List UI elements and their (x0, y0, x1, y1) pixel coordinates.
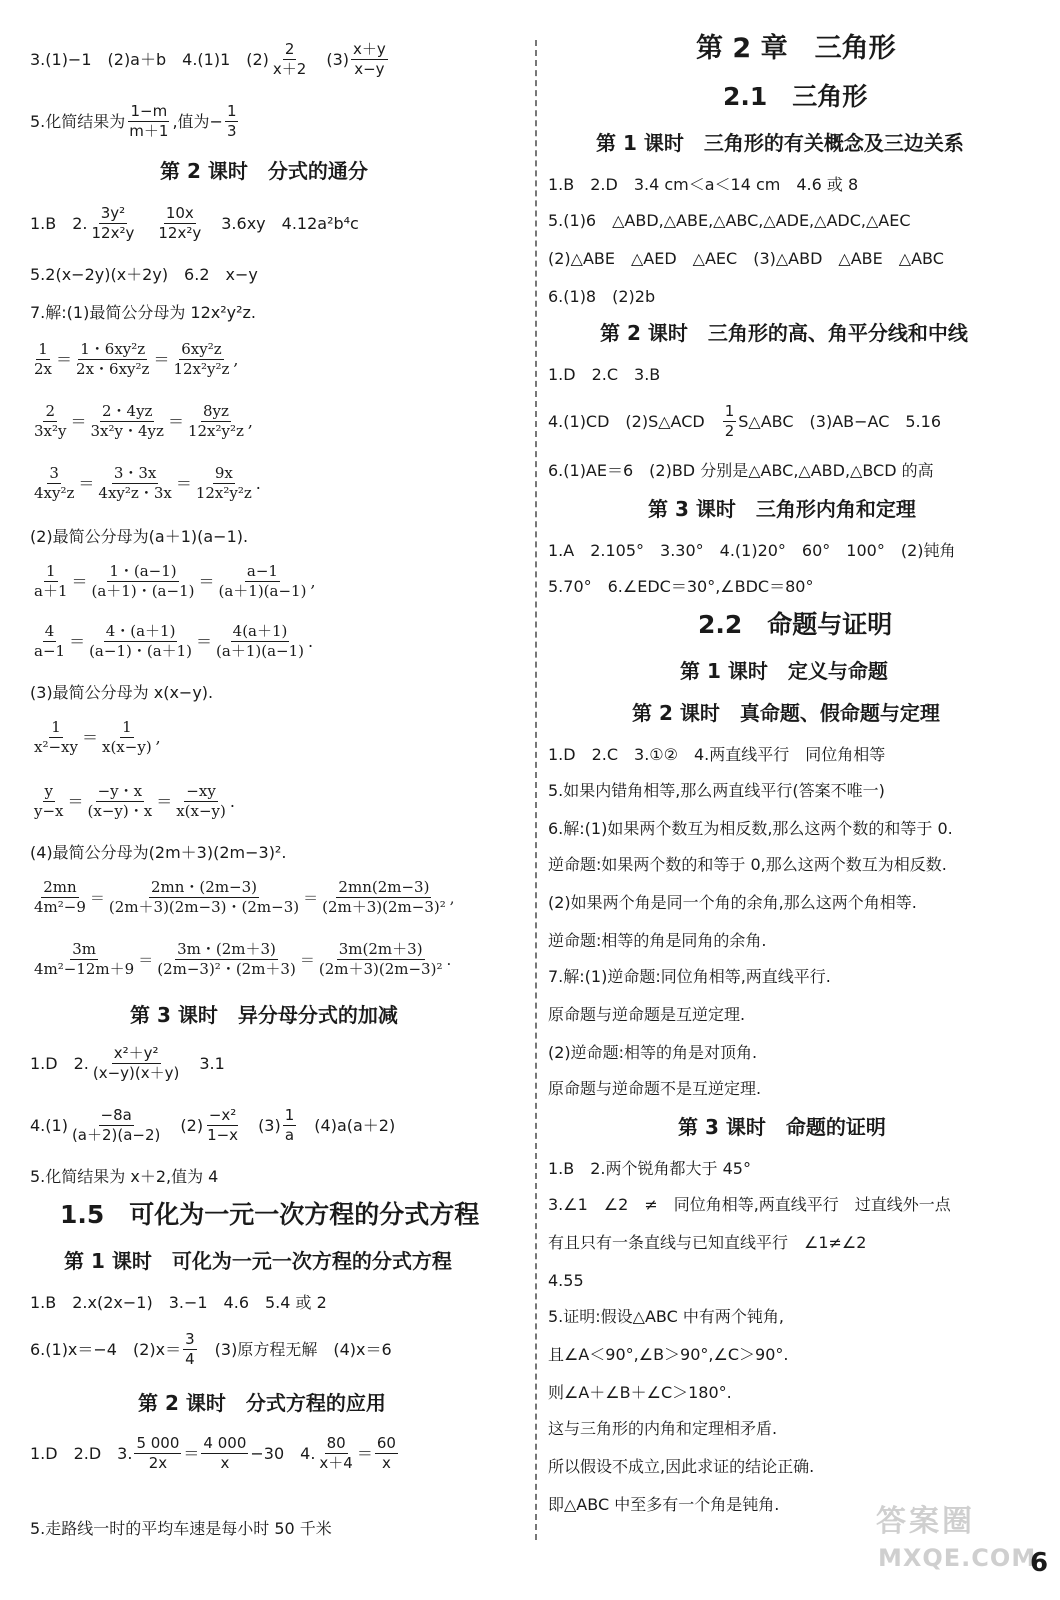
answer-line: 5.如果内错角相等,那么两直线平行(答案不唯一) (548, 781, 885, 800)
fraction: $\frac{2}{x+2}$ (272, 40, 307, 78)
solution-line: (2)如果两个角是同一个角的余角,那么这两个角相等. (548, 893, 917, 912)
answer-line: 5.化简结果为 x＋2,值为 4 (30, 1167, 219, 1186)
answer-line: (2)△ABE △AED △AEC (3)△ABD △ABE △ABC (548, 249, 944, 268)
fraction: $\frac{\text{3y²}}{\text{12x²y}}$ (91, 204, 135, 242)
answer-line: 1.D 2.C 3.①② 4.两直线平行 同位角相等 (548, 745, 886, 764)
lesson-heading: 第 2 课时 分式的通分 (160, 159, 368, 183)
answer-line: 5.化简结果为 $\frac{1-m}{m+1}$ ,值为− $\frac{1}{3}$ (30, 102, 237, 140)
equation: $\frac{1}{a+1}$ ＝ $\frac{1・(a-1)}{(a+1)・(a-1)}$ ＝ $\frac{a-1}{(a+1)(a-1)}$ , (34, 562, 316, 600)
solution-line: (2)逆命题:相等的角是对顶角. (548, 1043, 758, 1062)
answer-line: 3.(1)−1 (2)a＋b 4.(1)1 (2) $\frac{2}{x+2}$ (3) $\frac{x+y}{x-y}$ (30, 40, 386, 78)
equation: $\frac{y}{y-x}$ ＝ $\frac{-y・x}{(x-y)・x}$ ＝ $\frac{-xy}{x(x-y)}$ . (34, 782, 235, 820)
proof-line: 则∠A＋∠B＋∠C＞180°. (548, 1383, 732, 1402)
answer-line: 1.B 2. $\frac{\text{3y²}}{\text{12x²y}}$ $\frac{10x}{\text{12x²y}}$ 3.6xy 4.12a²b⁴c (30, 204, 359, 242)
solution-line: (4)最简公分母为(2m＋3)(2m−3)². (30, 843, 287, 862)
watermark-logo (876, 1496, 1037, 1586)
solution-line: (3)最简公分母为 x(x−y). (30, 683, 214, 702)
answer-line: 5.2(x−2y)(x＋2y) 6.2 x−y (30, 265, 258, 284)
lesson-heading: 第 3 课时 命题的证明 (678, 1115, 886, 1139)
answer-line: 有且只有一条直线与已知直线平行 ∠1≠∠2 (548, 1233, 867, 1252)
section-heading: 1.5 可化为一元一次方程的分式方程 (60, 1200, 480, 1229)
watermark-url: MXQE.COM (878, 1544, 1037, 1572)
section-heading: 2.2 命题与证明 (698, 610, 893, 639)
lesson-heading: 第 2 课时 三角形的高、角平分线和中线 (600, 321, 968, 345)
proof-line: 所以假设不成立,因此求证的结论正确. (548, 1457, 815, 1476)
answer-line: 1.A 2.105° 3.30° 4.(1)20° 60° 100° (2)钝角 (548, 541, 956, 560)
answer-line: 6.(1)AE＝6 (2)BD 分别是△ABC,△ABD,△BCD 的高 (548, 461, 934, 480)
fraction: $\frac{1-m}{m+1}$ (129, 102, 169, 140)
answer-line: 6.(1)8 (2)2b (548, 287, 656, 306)
answer-line: 4.(1) $\frac{-8a}{(a+2)(a-2)}$ (2) $\frac{\text{−x²}}{1-x}$ (3) $\frac{1}{a}$ (4)a(a＋2) (30, 1106, 396, 1144)
lesson-heading: 第 2 课时 分式方程的应用 (138, 1391, 386, 1415)
solution-line: 6.解:(1)如果两个数互为相反数,那么这两个数的和等于 0. (548, 819, 953, 838)
answer-line: 1.D 2. $\frac{\text{x²＋y²}}{(x-y)(x+y)}$ 3.1 (30, 1044, 225, 1082)
answer-line: 4.55 (548, 1271, 584, 1290)
proof-line: 且∠A＜90°,∠B＞90°,∠C＞90°. (548, 1345, 789, 1364)
proof-line: 5.证明:假设△ABC 中有两个钝角, (548, 1307, 784, 1326)
lesson-heading: 第 2 课时 真命题、假命题与定理 (632, 701, 940, 725)
solution-line: 原命题与逆命题不是互逆定理. (548, 1079, 762, 1098)
lesson-heading: 第 1 课时 三角形的有关概念及三边关系 (596, 131, 964, 155)
answer-line: 6.(1)x＝−4 (2)x＝ $\frac{3}{4}$ (3)原方程无解 (4)x＝6 (30, 1330, 392, 1368)
fraction: $\frac{10x}{\text{12x²y}}$ (158, 204, 202, 242)
answer-line: 5.走路线一时的平均车速是每小时 50 千米 (30, 1519, 332, 1538)
answer-line: 1.B 2.D 3.4 cm＜a＜14 cm 4.6 或 8 (548, 175, 859, 194)
solution-line: 逆命题:如果两个数的和等于 0,那么这两个数互为相反数. (548, 855, 947, 874)
chapter-title: 第 2 章 三角形 (696, 33, 896, 64)
answer-line: 5.(1)6 △ABD,△ABE,△ABC,△ADE,△ADC,△AEC (548, 211, 911, 230)
fraction: $\frac{1}{3}$ (226, 102, 237, 140)
equation: $\frac{2mn}{\text{4m²−9}}$ ＝ $\frac{2mn・(2m-3)}{(2m+3)(2m-3)・(2m-3)}$ ＝ $\frac{2mn(2m-3)}{\text{(2m＋3)(2m−3)²}}$ , (34, 878, 455, 916)
solution-line: (2)最简公分母为(a＋1)(a−1). (30, 527, 249, 546)
watermark-text: 答案圈 (876, 1504, 975, 1539)
proof-line: 即△ABC 中至多有一个角是钝角. (548, 1495, 780, 1514)
answer-line: 4.(1)CD (2)S△ACD $\frac{1}{2}$ S△ABC (3)AB−AC 5.16 (548, 402, 941, 440)
solution-line: 7.解:(1)逆命题:同位角相等,两直线平行. (548, 967, 831, 986)
equation: $\frac{1}{2x}$ ＝ $\frac{\text{1・6xy²z}}{\text{2x・6xy²z}}$ ＝ $\frac{\text{6xy²z}}{\text{12x²y²z}}$ , (34, 340, 239, 378)
equation: $\frac{4}{a-1}$ ＝ $\frac{4・(a+1)}{(a-1)・(a+1)}$ ＝ $\frac{4(a+1)}{(a+1)(a-1)}$ . (34, 622, 314, 660)
answer-line: 3.∠1 ∠2 ≠ 同位角相等,两直线平行 过直线外一点 (548, 1195, 951, 1214)
answer-line: 5.70° 6.∠EDC＝30°,∠BDC＝80° (548, 577, 814, 596)
solution-line: 逆命题:相等的角是同角的余角. (548, 931, 767, 950)
equation: $\frac{3m}{\text{4m²−12m＋9}}$ ＝ $\frac{3m・(2m+3)}{\text{(2m−3)²・(2m＋3)}}$ ＝ $\frac{3m(2m+3)}{\text{(2m＋3)(2m−3)²}}$ . (34, 940, 452, 978)
fraction: $\frac{x+y}{x-y}$ (353, 40, 386, 78)
lesson-heading: 第 3 课时 异分母分式的加减 (130, 1003, 398, 1027)
answer-line: 1.D 2.D 3. $\frac{5 000}{2x}$ ＝ $\frac{4 000}{x}$ −30 4. $\frac{80}{x+4}$ ＝ $\frac{60}{x}$ (30, 1434, 396, 1472)
answer-line: 1.B 2.两个锐角都大于 45° (548, 1159, 751, 1178)
equation: $\frac{3}{\text{4xy²z}}$ ＝ $\frac{3・3x}{\text{4xy²z・3x}}$ ＝ $\frac{9x}{\text{12x²y²z}}$ . (34, 464, 261, 502)
answer-line: 1.D 2.C 3.B (548, 365, 661, 384)
lesson-heading: 第 3 课时 三角形内角和定理 (648, 497, 916, 521)
solution-line: 原命题与逆命题是互逆定理. (548, 1005, 746, 1024)
section-heading: 2.1 三角形 (723, 82, 868, 111)
lesson-heading: 第 1 课时 可化为一元一次方程的分式方程 (64, 1249, 452, 1273)
lesson-heading: 第 1 课时 定义与命题 (680, 659, 888, 683)
equation: $\frac{2}{\text{3x²y}}$ ＝ $\frac{2・4yz}{\text{3x²y・4yz}}$ ＝ $\frac{8yz}{\text{12x²y²z}}$ , (34, 402, 253, 440)
equation: $\frac{1}{\text{x²−xy}}$ ＝ $\frac{1}{x(x-y)}$ , (34, 718, 161, 756)
answer-line: 1.B 2.x(2x−1) 3.−1 4.6 5.4 或 2 (30, 1293, 327, 1312)
proof-line: 这与三角形的内角和定理相矛盾. (548, 1419, 778, 1438)
page-number: 6 (1030, 1548, 1049, 1578)
column-divider (535, 40, 537, 1540)
solution-line: 7.解:(1)最简公分母为 12x²y²z. (30, 303, 257, 322)
